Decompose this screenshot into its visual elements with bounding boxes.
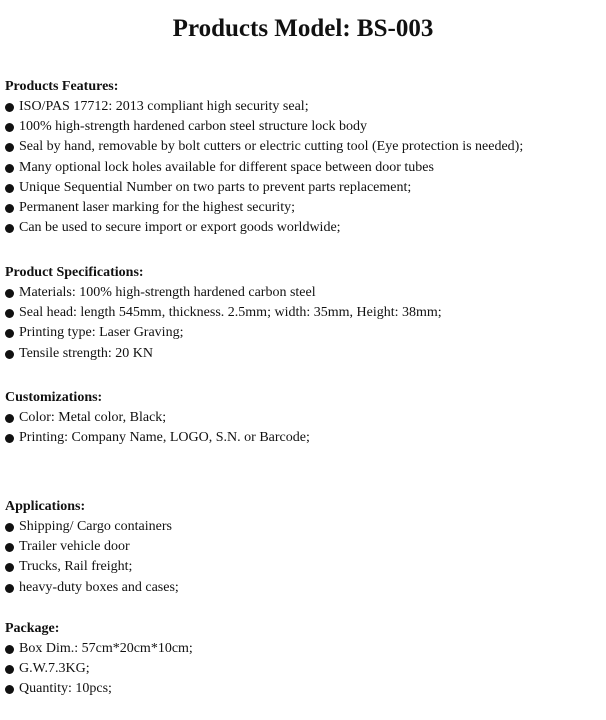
list-item [5, 408, 601, 428]
bullet-icon [5, 584, 14, 593]
list-item [5, 517, 601, 537]
list-item [5, 557, 601, 577]
list-item [5, 428, 601, 448]
bullet-icon [5, 645, 14, 654]
customizations-heading: Customizations: [5, 390, 103, 405]
page-title: Products Model: BS-003 [172, 15, 434, 42]
list-item-text: Can be used to secure import or export goods worldwide; [19, 220, 341, 236]
list-item [5, 178, 601, 198]
list-item [5, 578, 601, 598]
list-item-text: Box Dim.: 57cm*20cm*10cm; [19, 641, 193, 656]
bullet-icon [5, 563, 14, 572]
list-item-text: ISO/PAS 17712: 2013 compliant high security seal; [19, 99, 309, 114]
bullet-icon [5, 685, 14, 694]
list-item-text: Shipping/ Cargo containers [19, 519, 172, 534]
bullet-icon [5, 123, 14, 132]
bullet-icon [5, 184, 14, 193]
specifications-section [5, 263, 601, 364]
bullet-icon [5, 350, 14, 359]
package-heading: Package: [5, 621, 60, 636]
list-item [5, 344, 601, 364]
list-item-text: heavy-duty boxes and cases; [19, 579, 179, 595]
customizations-list [5, 408, 601, 448]
applications-heading: Applications: [5, 499, 86, 514]
bullet-icon [5, 434, 14, 443]
list-item-text: Printing: Company Name, LOGO, S.N. or Barcode; [19, 430, 310, 446]
list-item [5, 679, 601, 699]
list-item-text: G.W.7.3KG; [19, 661, 90, 677]
package-list [5, 639, 601, 700]
bullet-icon [5, 665, 14, 674]
customizations-section [5, 388, 601, 448]
specifications-heading: Product Specifications: [5, 265, 144, 280]
bullet-icon [5, 414, 14, 423]
bullet-icon [5, 289, 14, 298]
list-item-text: Tensile strength: 20 KN [19, 345, 153, 361]
applications-list [5, 517, 601, 598]
bullet-icon [5, 523, 14, 532]
list-item-text: Materials: 100% high-strength hardened carbon steel [19, 285, 316, 300]
bullet-icon [5, 224, 14, 233]
list-item-text: Color: Metal color, Black; [19, 410, 167, 425]
list-item [5, 137, 601, 157]
list-item [5, 117, 601, 137]
bullet-icon [5, 309, 14, 318]
list-item-text: Trucks, Rail freight; [19, 559, 133, 575]
list-item [5, 323, 601, 343]
list-item [5, 537, 601, 557]
bullet-icon [5, 164, 14, 173]
list-item [5, 158, 601, 178]
list-item [5, 218, 601, 238]
features-list [5, 97, 601, 238]
bullet-icon [5, 143, 14, 152]
list-item-text: Unique Sequential Number on two parts to prevent parts replacement; [19, 179, 412, 195]
package-section [5, 619, 601, 700]
list-item-text: Many optional lock holes available for different space between door tubes [19, 159, 434, 175]
applications-section [5, 497, 601, 598]
specifications-list [5, 283, 601, 364]
list-item-text: 100% high-strength hardened carbon steel structure lock body [19, 119, 367, 135]
list-item [5, 639, 601, 659]
list-item-text: Trailer vehicle door [19, 539, 130, 555]
list-item [5, 283, 601, 303]
bullet-icon [5, 204, 14, 213]
bullet-icon [5, 103, 14, 112]
list-item-text: Permanent laser marking for the highest security; [19, 199, 296, 215]
features-heading: Products Features: [5, 79, 119, 94]
list-item [5, 659, 601, 679]
list-item-text: Seal by hand, removable by bolt cutters or electric cutting tool (Eye protection is needed); [19, 139, 524, 155]
features-section [5, 77, 601, 238]
bullet-icon [5, 329, 14, 338]
list-item [5, 303, 601, 323]
bullet-icon [5, 543, 14, 552]
list-item-text: Quantity: 10pcs; [19, 681, 112, 697]
list-item-text: Seal head: length 545mm, thickness. 2.5mm; width: 35mm, Height: 38mm; [19, 305, 442, 321]
list-item-text: Printing type: Laser Graving; [19, 325, 184, 341]
list-item [5, 97, 601, 117]
list-item [5, 198, 601, 218]
